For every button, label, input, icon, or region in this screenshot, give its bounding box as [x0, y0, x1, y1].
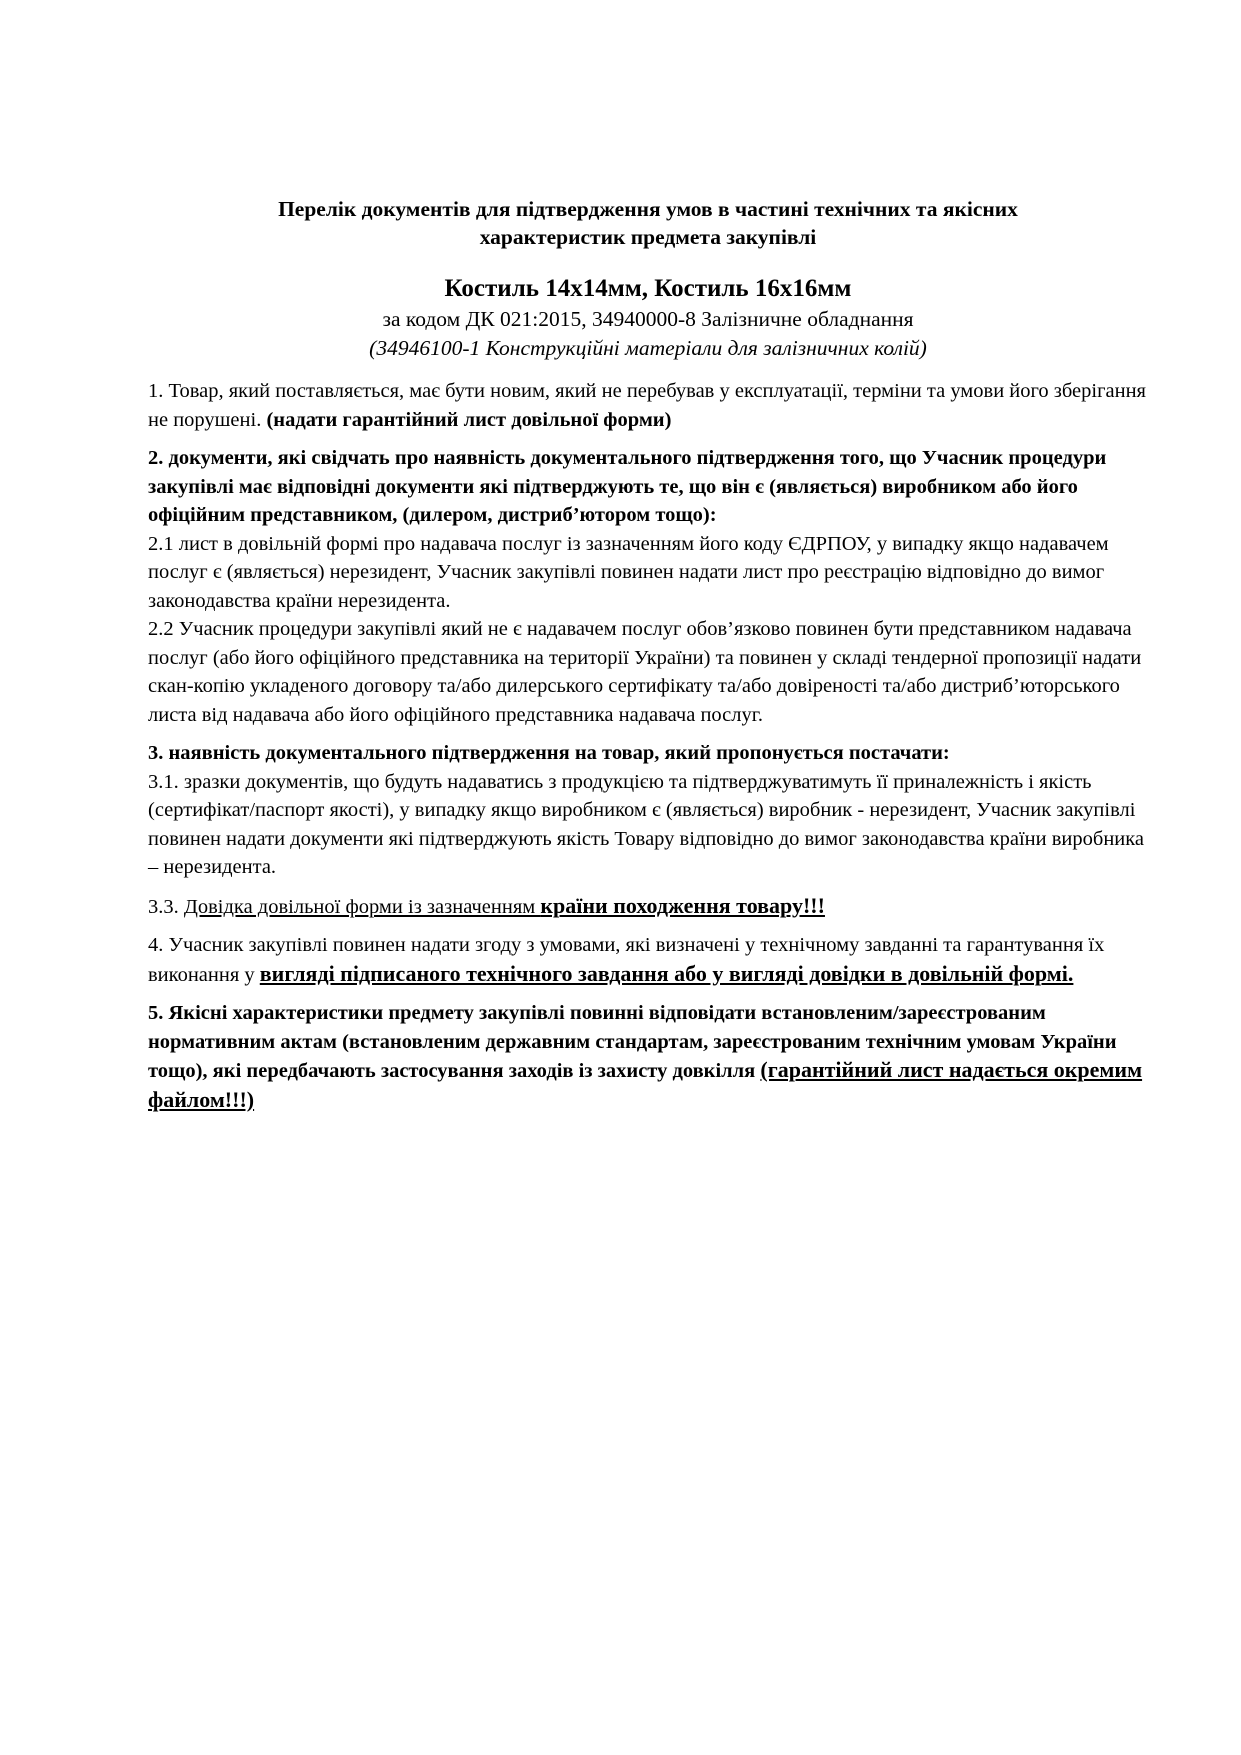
section-2-heading: 2. документи, які свідчать про наявність документального підтвердження того, що Учасник процедури закупівлі має відповідні документи які підтверджують те, що він є (являється) виробником або його офіційним представником, (дилером, дистриб’ютором тощо):: [148, 447, 1107, 526]
section-5-emphasis: (гарантійний лист надається окремим файлом!!!): [148, 1057, 1143, 1112]
classification-code: за кодом ДК 021:2015, 34940000-8 Залізничне обладнання: [382, 307, 914, 331]
section-3-3-prefix: 3.3.: [148, 895, 184, 918]
section-3-1: 3.1. зразки документів, що будуть надаватись з продукцією та підтверджуватимуть її приналежність і якість (сертифікат/паспорт якості), у випадку якщо виробником є (являється) виробник - нерезидент, Учасник закупівлі повинен надати документи які підтверджують якість Товару відповідно до вимог законодавства країни виробника – нерезидента.: [148, 770, 1145, 878]
section-5-text: 5. Якісні характеристики предмету закупівлі повинні відповідати встановленим/зареєстрованим нормативним актам (встановленим державним стандартам, зареєстрованим технічним умовам України тощо), які передбачають застосування заходів із захисту довкілля: [148, 1002, 1117, 1082]
section-4-text: 4. Учасник закупівлі повинен надати згоду з умовами, які визначені у технічному завданні та гарантування їх виконання у: [148, 934, 1105, 986]
document-page: [148, 195, 1148, 1115]
classification-subcode: (34946100-1 Конструкційні матеріали для залізничних колій): [369, 336, 927, 360]
document-title: [148, 195, 1148, 251]
section-1: [148, 377, 1148, 434]
section-5: [148, 999, 1148, 1115]
section-1-text: 1. Товар, який поставляється, має бути новим, який не перебував у експлуатації, терміни та умови його зберігання не порушені.: [148, 380, 1146, 431]
title-line-1: Перелік документів для підтвердження умов в частині технічних та якісних: [278, 197, 1018, 221]
product-name: Костиль 14х14мм, Костиль 16х16мм: [444, 275, 852, 302]
section-4-emphasis: вигляді підписаного технічного завдання або у вигляді довідки в довільній формі.: [259, 960, 1074, 986]
section-3-3-emphasis: країни походження товару!!!: [540, 892, 825, 918]
section-2-2: 2.2 Учасник процедури закупівлі який не є надавачем послуг обов’язково повинен бути представником надавача послуг (або його офіційного представника на території України) та повинен у складі тендерної пропозиції надати скан-копію укладеного договору та/або дилерського сертифікату та/або довіреності та/або дистриб’юторського листа від надавача або його офіційного представника надавача послуг.: [148, 618, 1142, 726]
section-2-1: 2.1 лист в довільній формі про надавача послуг із зазначенням його коду ЄДРПОУ, у випадку якщо надавачем послуг є (являється) нерезидент, Учасник закупівлі повинен надати лист про реєстрацію відповідно до вимог законодавства країни нерезидента.: [148, 532, 1109, 612]
title-line-2: характеристик предмета закупівлі: [479, 225, 817, 249]
section-3-heading: 3. наявність документального підтвердження на товар, який пропонується постачати:: [148, 742, 950, 764]
section-4: [148, 931, 1148, 989]
section-3-3-underlined: Довідка довільної форми із зазначенням: [183, 895, 541, 918]
section-1-bold: (надати гарантійний лист довільної форми): [266, 408, 672, 431]
section-3-3: [148, 892, 1148, 922]
